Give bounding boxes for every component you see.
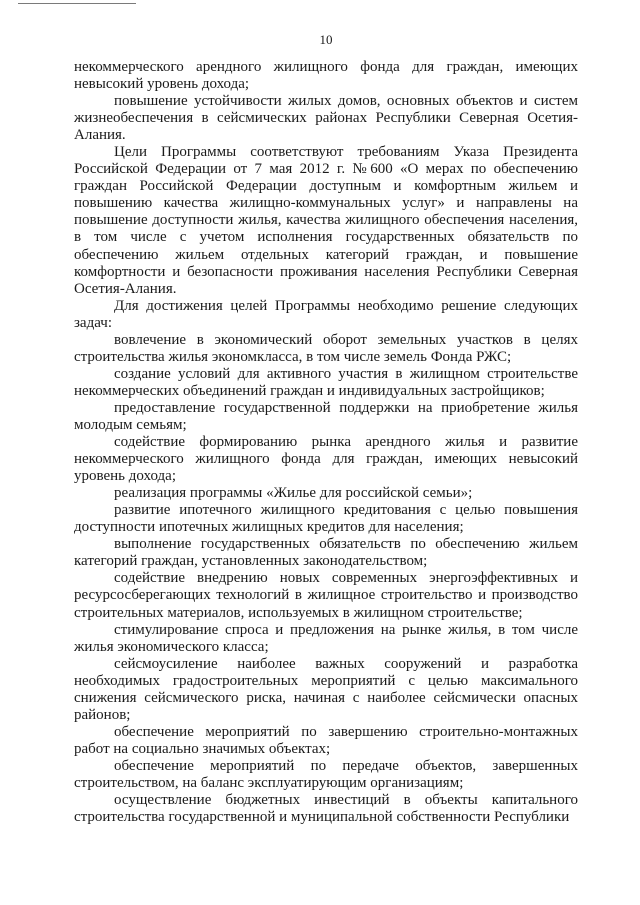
paragraph-3: Цели Программы соответствуют требованиям Указа Президента Российской Федерации от 7 мая 2012 г. №600 «О мерах по обеспечению граждан Российской Федерации доступным и комфортным жильем и повышению качества жилищно-коммунальных услуг» и направлены на повышение доступности жилья, качества жилищного обеспечения населения, в том числе с учетом исполнения государственных обязательств по обеспечению жильем отдельных категорий граждан, и повышение комфортности и безопасности проживания населения Республики Северная Осетия-Алания. [74,144,578,297]
paragraph-14: сейсмоусиление наиболее важных сооружений и разработка необходимых градостроительных мероприятий с целью максимального снижения сейсмического риска, начиная с наиболее сейсмически опасных районов; [74,655,578,723]
paragraph-9: реализация программы «Жилье для российской семьи»; [114,485,473,502]
paragraph-13: стимулирование спроса и предложения на рынке жилья, в том числе жилья экономического класса; [74,621,578,655]
paragraph-15: обеспечение мероприятий по завершению строительно-монтажных работ на социально значимых объектах; [74,723,578,757]
paragraph-1: некоммерческого арендного жилищного фонда для граждан, имеющих невысокий уровень дохода; [74,59,578,93]
paragraph-17: осуществление бюджетных инвестиций в объекты капитального строительства государственной и муниципальной собственности Республики [74,792,578,826]
paragraph-5: вовлечение в экономический оборот земельных участков в целях строительства жилья экономкласса, в том числе земель Фонда РЖС; [74,331,578,365]
scan-artifact-line [18,3,136,4]
paragraph-10: развитие ипотечного жилищного кредитования с целью повышения доступности ипотечных жилищных кредитов для населения; [74,502,578,536]
paragraph-7: предоставление государственной поддержки на приобретение жилья молодым семьям; [74,399,578,433]
paragraph-11: выполнение государственных обязательств по обеспечению жильем категорий граждан, установленных законодательством; [74,536,578,570]
page-number: 10 [319,32,333,47]
paragraph-16: обеспечение мероприятий по передаче объектов, завершенных строительством, на баланс эксплуатирующим организациям; [74,757,578,791]
document-page [74,32,578,826]
paragraph-4: Для достижения целей Программы необходимо решение следующих задач: [74,297,578,331]
document-body [74,59,578,826]
paragraph-12: содействие внедрению новых современных энергоэффективных и ресурсосберегающих технологий в жилищное строительство и производство строительных материалов, используемых в жилищном строительстве; [74,570,578,621]
paragraph-8: содействие формированию рынка арендного жилья и развитие некоммерческого жилищного фонда для граждан, имеющих невысокий уровень дохода; [74,434,578,485]
paragraph-6: создание условий для активного участия в жилищном строительстве некоммерческих объединений граждан и индивидуальных застройщиков; [74,365,578,399]
paragraph-2: повышение устойчивости жилых домов, основных объектов и систем жизнеобеспечения в сейсмических районах Республики Северная Осетия-Алания. [74,93,578,144]
